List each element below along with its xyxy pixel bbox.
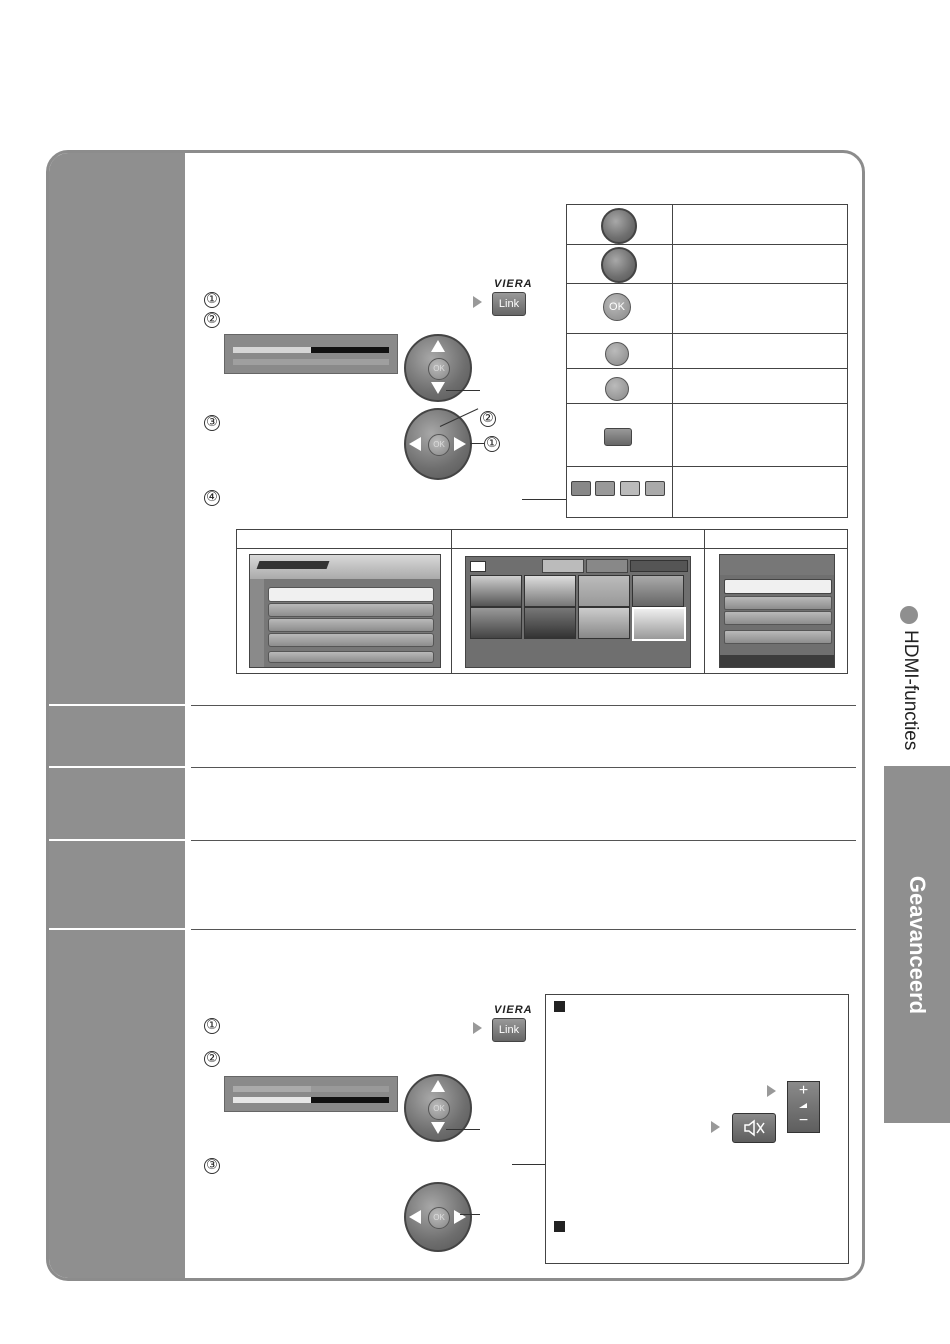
dpad-left-right-icon: [601, 247, 637, 283]
row-separator: [49, 839, 185, 841]
volume-buttons[interactable]: [787, 1081, 820, 1133]
dpad-up-down[interactable]: [404, 1074, 472, 1142]
arrow-right-icon: [767, 1085, 776, 1097]
step-3-marker: ③: [204, 415, 220, 431]
color-button-icon: [620, 481, 640, 496]
link-button[interactable]: Link: [492, 1018, 526, 1042]
viera-logo: VIERA: [494, 1004, 533, 1016]
dpad-left-right[interactable]: [404, 408, 472, 480]
callout-line: [446, 390, 480, 391]
bullet-square: [554, 1221, 565, 1232]
dpad-up-down[interactable]: [404, 334, 472, 402]
callout-1: ①: [484, 436, 500, 452]
callout-2: ②: [480, 411, 496, 427]
menu-item[interactable]: [724, 611, 832, 625]
recorder-menu-screen: [249, 554, 441, 668]
right-arrow-icon: [454, 1210, 466, 1224]
photo-thumbnail[interactable]: [470, 575, 522, 607]
photo-thumbnail[interactable]: [632, 575, 684, 607]
menu-bar-right: [311, 1086, 389, 1092]
color-button-icon: [571, 481, 591, 496]
recorder-header: [250, 555, 440, 579]
category-tab[interactable]: [884, 766, 950, 1123]
down-arrow-icon: [431, 1122, 445, 1134]
step-1-marker: ①: [204, 1018, 220, 1034]
callout-line: [446, 1129, 480, 1130]
round-button-icon: [605, 377, 629, 401]
menu-item[interactable]: [268, 587, 434, 602]
menu-item[interactable]: [724, 579, 832, 594]
color-button-icon: [645, 481, 665, 496]
mute-button[interactable]: [732, 1113, 776, 1143]
dpad-left-right[interactable]: [404, 1182, 472, 1252]
photo-thumbnail[interactable]: [578, 575, 630, 607]
arrow-right-icon: [473, 296, 482, 308]
menu-screen-1: [224, 334, 398, 374]
menu-item[interactable]: [268, 603, 434, 617]
step-2-marker: ②: [204, 312, 220, 328]
round-button-icon: [605, 342, 629, 366]
step-2-marker: ②: [204, 1051, 220, 1067]
photo-thumbnail[interactable]: [578, 607, 630, 639]
viera-logo: VIERA: [494, 278, 533, 290]
menu-item[interactable]: [268, 633, 434, 647]
arrow-right-icon: [473, 1022, 482, 1034]
photo-thumbnail[interactable]: [524, 575, 576, 607]
menu-item[interactable]: [724, 630, 832, 644]
row-divider: [191, 705, 856, 706]
menu-bar-selected-right: [311, 1097, 389, 1103]
row-separator: [49, 704, 185, 706]
mute-icon: [733, 1114, 775, 1142]
left-heading-column: [49, 153, 185, 1278]
menu-item[interactable]: [268, 618, 434, 632]
link-button[interactable]: Link: [492, 292, 526, 316]
device-menu-screen: [719, 554, 835, 668]
ok-button-icon: OK: [603, 293, 631, 321]
ok-center: OK: [428, 1098, 450, 1120]
row-divider: [191, 767, 856, 768]
menu-bar-left: [233, 347, 311, 353]
diga-logo: [257, 561, 330, 569]
menu-item[interactable]: [724, 596, 832, 610]
note-box: [545, 994, 849, 1264]
menu-screen-2: [224, 1076, 398, 1112]
right-arrow-icon: [454, 437, 466, 451]
up-arrow-icon: [431, 1080, 445, 1092]
arrow-right-icon: [711, 1121, 720, 1133]
photo-thumbnail-selected[interactable]: [632, 607, 686, 641]
rect-button-icon: [604, 428, 632, 446]
callout-line: [512, 1164, 545, 1165]
menu-bar-second: [233, 359, 389, 365]
photo-thumbnail[interactable]: [524, 607, 576, 639]
ok-center: OK: [428, 434, 450, 456]
callout-line: [522, 499, 566, 500]
button-legend-table: [566, 204, 848, 518]
up-arrow-icon: [431, 340, 445, 352]
category-label: Geavanceerd: [905, 875, 930, 1015]
bullet-square: [554, 1001, 565, 1012]
menu-bar-right: [311, 347, 389, 353]
left-arrow-icon: [409, 437, 421, 451]
camera-thumbnail-screen: [465, 556, 691, 668]
callout-line: [460, 1214, 480, 1215]
ok-center: OK: [428, 358, 450, 380]
volume-wedge-icon: [799, 1103, 807, 1108]
down-arrow-icon: [431, 382, 445, 394]
menu-bar-selected-left: [233, 1097, 311, 1103]
row-divider: [191, 929, 856, 930]
step-3-marker: ③: [204, 1158, 220, 1174]
section-bullet-icon: [900, 606, 918, 624]
step-4-marker: ④: [204, 490, 220, 506]
menu-bar-left: [233, 1086, 311, 1092]
callout-line: [470, 443, 484, 444]
volume-down-icon: −: [798, 1112, 809, 1129]
left-arrow-icon: [409, 1210, 421, 1224]
volume-up-icon: +: [798, 1082, 809, 1099]
row-separator: [49, 766, 185, 768]
ok-center: OK: [428, 1207, 450, 1229]
step-1-marker: ①: [204, 292, 220, 308]
color-button-icon: [595, 481, 615, 496]
dpad-up-down-icon: [601, 208, 637, 244]
example-screens-table: [236, 529, 848, 674]
photo-thumbnail[interactable]: [470, 607, 522, 639]
row-divider: [191, 840, 856, 841]
row-separator: [49, 928, 185, 930]
section-label: HDMI-functies: [900, 630, 921, 751]
section-label-wrap: [896, 630, 924, 770]
menu-item[interactable]: [268, 651, 434, 663]
